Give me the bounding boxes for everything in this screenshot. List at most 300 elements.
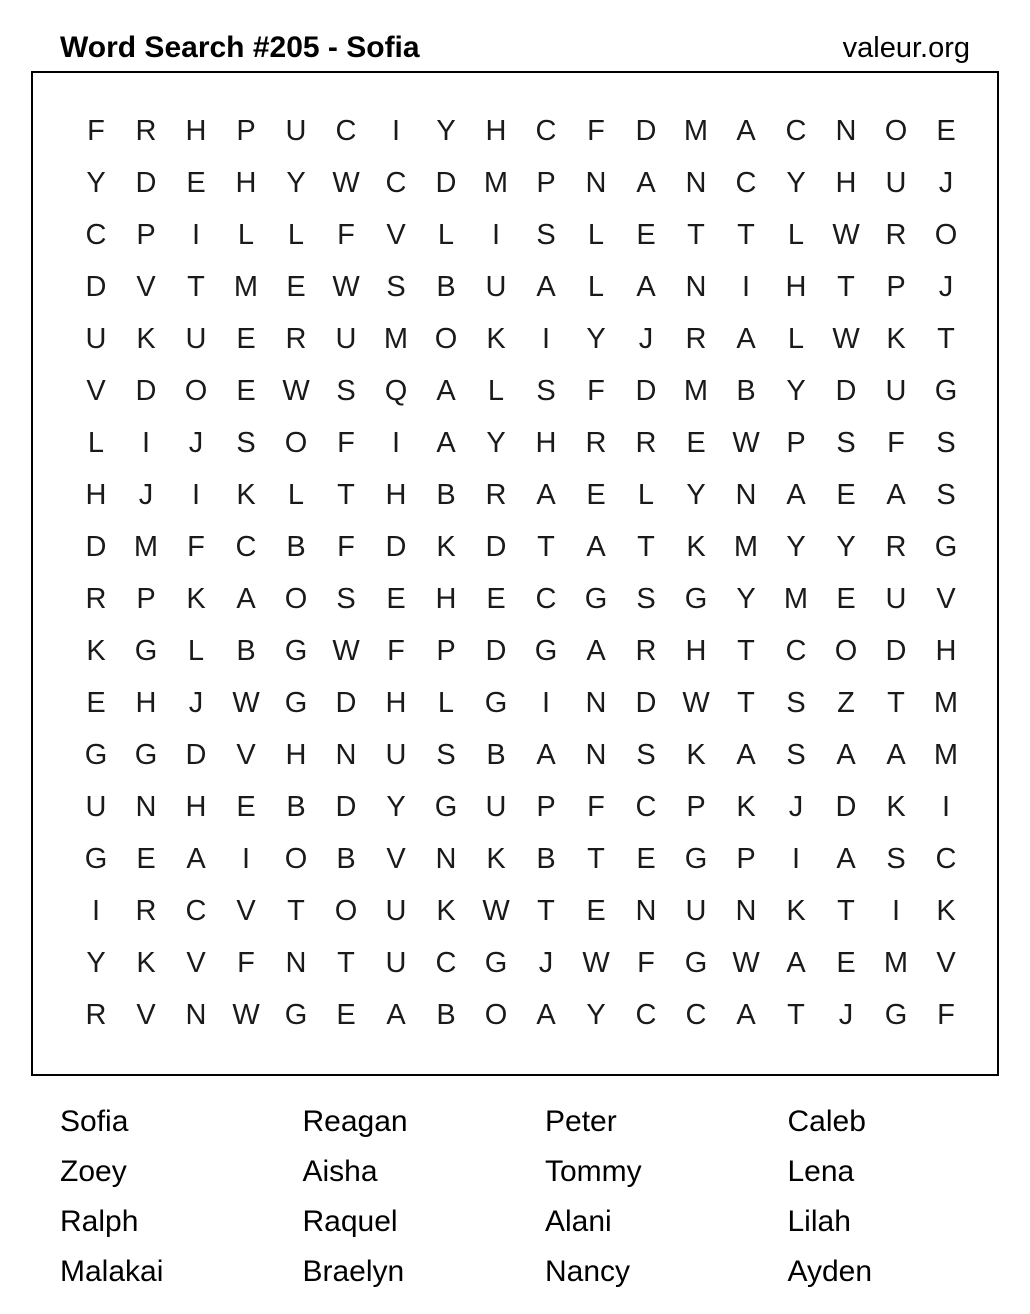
grid-letter[interactable]: V (86, 375, 106, 407)
grid-letter[interactable]: L (637, 479, 655, 511)
grid-letter[interactable]: M (483, 167, 509, 199)
grid-letter[interactable]: A (886, 739, 906, 771)
grid-letter[interactable]: Y (86, 947, 106, 979)
grid-letter[interactable]: U (385, 739, 407, 771)
grid-letter[interactable]: E (636, 843, 656, 875)
grid-letter[interactable]: T (337, 947, 355, 979)
grid-letter[interactable]: I (891, 895, 901, 927)
grid-letter[interactable]: J (188, 687, 204, 719)
grid-letter[interactable]: V (136, 999, 156, 1031)
grid-letter[interactable]: D (635, 115, 657, 147)
grid-letter[interactable]: P (686, 791, 706, 823)
grid-letter[interactable]: H (235, 167, 257, 199)
grid-letter[interactable]: M (233, 271, 259, 303)
grid-letter[interactable]: T (837, 271, 855, 303)
grid-letter[interactable]: O (434, 323, 458, 355)
grid-letter[interactable]: P (786, 427, 806, 459)
grid-letter[interactable]: O (284, 427, 308, 459)
grid-letter[interactable]: S (336, 375, 356, 407)
grid-letter[interactable]: Y (586, 323, 606, 355)
grid-letter[interactable]: P (236, 115, 256, 147)
grid-letter[interactable]: T (187, 271, 205, 303)
grid-letter[interactable]: A (386, 999, 406, 1031)
grid-letter[interactable]: C (385, 167, 407, 199)
grid-letter[interactable]: Y (786, 531, 806, 563)
grid-letter[interactable]: C (435, 947, 457, 979)
grid-letter[interactable]: C (85, 219, 107, 251)
grid-letter[interactable]: Y (86, 167, 106, 199)
grid-letter[interactable]: V (236, 739, 256, 771)
grid-letter[interactable]: S (386, 271, 406, 303)
grid-letter[interactable]: N (135, 791, 157, 823)
grid-letter[interactable]: W (832, 323, 860, 355)
grid-letter[interactable]: C (535, 115, 557, 147)
grid-letter[interactable]: H (435, 583, 457, 615)
grid-letter[interactable]: F (587, 791, 605, 823)
grid-letter[interactable]: U (485, 791, 507, 823)
grid-letter[interactable]: E (236, 375, 256, 407)
grid-letter[interactable]: N (285, 947, 307, 979)
grid-letter[interactable]: V (186, 947, 206, 979)
grid-letter[interactable]: O (934, 219, 958, 251)
grid-letter[interactable]: H (935, 635, 957, 667)
grid-letter[interactable]: G (484, 687, 508, 719)
grid-letter[interactable]: P (536, 167, 556, 199)
grid-letter[interactable]: H (285, 739, 307, 771)
grid-letter[interactable]: D (335, 791, 357, 823)
grid-letter[interactable]: W (332, 635, 360, 667)
grid-letter[interactable]: G (534, 635, 558, 667)
grid-letter[interactable]: M (933, 739, 959, 771)
grid-letter[interactable]: H (535, 427, 557, 459)
grid-letter[interactable]: G (934, 375, 958, 407)
grid-letter[interactable]: W (832, 219, 860, 251)
grid-letter[interactable]: H (135, 687, 157, 719)
grid-letter[interactable]: R (85, 583, 107, 615)
grid-letter[interactable]: K (886, 323, 906, 355)
grid-letter[interactable]: M (383, 323, 409, 355)
grid-letter[interactable]: U (485, 271, 507, 303)
grid-letter[interactable]: T (737, 687, 755, 719)
grid-letter[interactable]: A (636, 167, 656, 199)
grid-letter[interactable]: A (836, 739, 856, 771)
grid-letter[interactable]: E (636, 219, 656, 251)
grid-letter[interactable]: C (235, 531, 257, 563)
grid-letter[interactable]: L (787, 219, 805, 251)
grid-letter[interactable]: S (536, 375, 556, 407)
grid-letter[interactable]: T (537, 895, 555, 927)
grid-letter[interactable]: G (134, 739, 158, 771)
grid-letter[interactable]: O (284, 583, 308, 615)
grid-letter[interactable]: T (737, 635, 755, 667)
grid-letter[interactable]: S (836, 427, 856, 459)
grid-letter[interactable]: L (787, 323, 805, 355)
grid-letter[interactable]: I (91, 895, 101, 927)
grid-letter[interactable]: A (736, 739, 756, 771)
grid-letter[interactable]: L (587, 219, 605, 251)
grid-letter[interactable]: V (136, 271, 156, 303)
grid-letter[interactable]: D (135, 375, 157, 407)
grid-letter[interactable]: D (635, 687, 657, 719)
grid-letter[interactable]: U (685, 895, 707, 927)
grid-letter[interactable]: B (336, 843, 356, 875)
grid-letter[interactable]: K (936, 895, 956, 927)
grid-letter[interactable]: E (486, 583, 506, 615)
grid-letter[interactable]: B (436, 271, 456, 303)
grid-letter[interactable]: N (635, 895, 657, 927)
grid-letter[interactable]: F (187, 531, 205, 563)
grid-letter[interactable]: D (185, 739, 207, 771)
grid-letter[interactable]: A (736, 115, 756, 147)
grid-letter[interactable]: H (835, 167, 857, 199)
grid-letter[interactable]: D (335, 687, 357, 719)
grid-letter[interactable]: G (884, 999, 908, 1031)
grid-letter[interactable]: I (391, 427, 401, 459)
grid-letter[interactable]: J (938, 167, 954, 199)
grid-letter[interactable]: B (436, 479, 456, 511)
grid-letter[interactable]: O (284, 843, 308, 875)
grid-letter[interactable]: S (236, 427, 256, 459)
grid-letter[interactable]: L (437, 219, 455, 251)
grid-letter[interactable]: C (935, 843, 957, 875)
grid-letter[interactable]: J (188, 427, 204, 459)
grid-letter[interactable]: K (86, 635, 106, 667)
grid-letter[interactable]: N (335, 739, 357, 771)
grid-letter[interactable]: J (788, 791, 804, 823)
grid-letter[interactable]: C (785, 635, 807, 667)
grid-letter[interactable]: L (437, 687, 455, 719)
grid-letter[interactable]: K (486, 323, 506, 355)
grid-letter[interactable]: G (484, 947, 508, 979)
grid-letter[interactable]: Y (786, 375, 806, 407)
grid-letter[interactable]: K (686, 531, 706, 563)
grid-letter[interactable]: T (887, 687, 905, 719)
grid-letter[interactable]: M (683, 375, 709, 407)
grid-letter[interactable]: G (284, 635, 308, 667)
grid-letter[interactable]: L (87, 427, 105, 459)
grid-letter[interactable]: N (185, 999, 207, 1031)
grid-letter[interactable]: K (136, 947, 156, 979)
grid-letter[interactable]: S (936, 427, 956, 459)
grid-letter[interactable]: E (836, 479, 856, 511)
grid-letter[interactable]: N (585, 739, 607, 771)
grid-letter[interactable]: R (135, 115, 157, 147)
grid-letter[interactable]: G (134, 635, 158, 667)
grid-letter[interactable]: J (538, 947, 554, 979)
grid-letter[interactable]: P (136, 583, 156, 615)
grid-letter[interactable]: I (941, 791, 951, 823)
grid-letter[interactable]: G (684, 947, 708, 979)
grid-letter[interactable]: T (337, 479, 355, 511)
grid-letter[interactable]: E (686, 427, 706, 459)
grid-letter[interactable]: E (136, 843, 156, 875)
grid-letter[interactable]: E (586, 895, 606, 927)
grid-letter[interactable]: C (735, 167, 757, 199)
grid-letter[interactable]: C (635, 791, 657, 823)
grid-letter[interactable]: E (236, 323, 256, 355)
grid-letter[interactable]: E (86, 687, 106, 719)
grid-letter[interactable]: J (138, 479, 154, 511)
grid-letter[interactable]: A (436, 427, 456, 459)
grid-letter[interactable]: D (485, 531, 507, 563)
grid-letter[interactable]: N (735, 479, 757, 511)
grid-letter[interactable]: Y (736, 583, 756, 615)
grid-letter[interactable]: S (336, 583, 356, 615)
grid-letter[interactable]: U (885, 583, 907, 615)
grid-letter[interactable]: Y (286, 167, 306, 199)
grid-letter[interactable]: I (141, 427, 151, 459)
grid-letter[interactable]: K (236, 479, 256, 511)
grid-letter[interactable]: W (332, 271, 360, 303)
grid-letter[interactable]: T (637, 531, 655, 563)
grid-letter[interactable]: A (636, 271, 656, 303)
grid-letter[interactable]: M (883, 947, 909, 979)
grid-letter[interactable]: T (287, 895, 305, 927)
grid-letter[interactable]: A (536, 739, 556, 771)
grid-letter[interactable]: Y (586, 999, 606, 1031)
grid-letter[interactable]: K (686, 739, 706, 771)
grid-letter[interactable]: R (635, 635, 657, 667)
grid-letter[interactable]: U (335, 323, 357, 355)
grid-letter[interactable]: V (936, 583, 956, 615)
grid-letter[interactable]: B (736, 375, 756, 407)
grid-letter[interactable]: O (484, 999, 508, 1031)
grid-letter[interactable]: N (585, 687, 607, 719)
grid-letter[interactable]: K (136, 323, 156, 355)
grid-letter[interactable]: W (732, 427, 760, 459)
grid-letter[interactable]: W (282, 375, 310, 407)
grid-letter[interactable]: O (884, 115, 908, 147)
grid-letter[interactable]: E (236, 791, 256, 823)
grid-letter[interactable]: B (536, 843, 556, 875)
grid-letter[interactable]: Z (837, 687, 855, 719)
grid-letter[interactable]: N (685, 271, 707, 303)
grid-letter[interactable]: E (836, 583, 856, 615)
grid-letter[interactable]: T (587, 843, 605, 875)
grid-letter[interactable]: E (186, 167, 206, 199)
grid-letter[interactable]: T (737, 219, 755, 251)
grid-letter[interactable]: A (786, 479, 806, 511)
grid-letter[interactable]: L (187, 635, 205, 667)
grid-letter[interactable]: A (886, 479, 906, 511)
grid-letter[interactable]: D (635, 375, 657, 407)
grid-letter[interactable]: G (434, 791, 458, 823)
grid-letter[interactable]: V (236, 895, 256, 927)
grid-letter[interactable]: F (637, 947, 655, 979)
grid-letter[interactable]: Y (436, 115, 456, 147)
grid-letter[interactable]: C (785, 115, 807, 147)
grid-letter[interactable]: R (285, 323, 307, 355)
grid-letter[interactable]: N (835, 115, 857, 147)
grid-letter[interactable]: P (536, 791, 556, 823)
grid-letter[interactable]: U (885, 375, 907, 407)
grid-letter[interactable]: H (785, 271, 807, 303)
grid-letter[interactable]: C (535, 583, 557, 615)
grid-letter[interactable]: G (684, 583, 708, 615)
grid-letter[interactable]: I (541, 687, 551, 719)
grid-letter[interactable]: T (787, 999, 805, 1031)
grid-letter[interactable]: B (436, 999, 456, 1031)
grid-letter[interactable]: E (586, 479, 606, 511)
grid-letter[interactable]: T (837, 895, 855, 927)
grid-letter[interactable]: I (791, 843, 801, 875)
grid-letter[interactable]: D (835, 375, 857, 407)
grid-letter[interactable]: D (835, 791, 857, 823)
grid-letter[interactable]: F (937, 999, 955, 1031)
grid-letter[interactable]: S (886, 843, 906, 875)
grid-letter[interactable]: M (683, 115, 709, 147)
grid-letter[interactable]: T (537, 531, 555, 563)
grid-letter[interactable]: R (635, 427, 657, 459)
grid-letter[interactable]: I (391, 115, 401, 147)
grid-letter[interactable]: Y (486, 427, 506, 459)
grid-letter[interactable]: U (185, 323, 207, 355)
grid-letter[interactable]: A (436, 375, 456, 407)
grid-letter[interactable]: S (936, 479, 956, 511)
grid-letter[interactable]: A (186, 843, 206, 875)
grid-letter[interactable]: W (332, 167, 360, 199)
grid-letter[interactable]: M (783, 583, 809, 615)
grid-letter[interactable]: H (185, 115, 207, 147)
grid-letter[interactable]: A (786, 947, 806, 979)
grid-letter[interactable]: A (536, 999, 556, 1031)
grid-letter[interactable]: E (286, 271, 306, 303)
grid-letter[interactable]: U (85, 323, 107, 355)
grid-letter[interactable]: H (385, 687, 407, 719)
grid-letter[interactable]: F (587, 375, 605, 407)
grid-letter[interactable]: E (336, 999, 356, 1031)
grid-letter[interactable]: I (241, 843, 251, 875)
grid-letter[interactable]: S (786, 687, 806, 719)
grid-letter[interactable]: P (736, 843, 756, 875)
grid-letter[interactable]: A (736, 323, 756, 355)
grid-letter[interactable]: W (582, 947, 610, 979)
grid-letter[interactable]: V (936, 947, 956, 979)
grid-letter[interactable]: I (191, 479, 201, 511)
grid-letter[interactable]: F (587, 115, 605, 147)
grid-letter[interactable]: G (84, 843, 108, 875)
grid-letter[interactable]: K (436, 531, 456, 563)
grid-letter[interactable]: L (487, 375, 505, 407)
grid-letter[interactable]: B (286, 791, 306, 823)
grid-letter[interactable]: S (636, 583, 656, 615)
grid-letter[interactable]: S (536, 219, 556, 251)
grid-letter[interactable]: I (191, 219, 201, 251)
grid-letter[interactable]: E (836, 947, 856, 979)
grid-letter[interactable]: L (287, 219, 305, 251)
grid-letter[interactable]: V (386, 843, 406, 875)
grid-letter[interactable]: M (933, 687, 959, 719)
grid-letter[interactable]: M (733, 531, 759, 563)
grid-letter[interactable]: W (732, 947, 760, 979)
grid-letter[interactable]: F (237, 947, 255, 979)
grid-letter[interactable]: F (87, 115, 105, 147)
grid-letter[interactable]: C (685, 999, 707, 1031)
grid-letter[interactable]: L (237, 219, 255, 251)
grid-letter[interactable]: A (236, 583, 256, 615)
grid-letter[interactable]: N (585, 167, 607, 199)
grid-letter[interactable]: C (335, 115, 357, 147)
grid-letter[interactable]: Y (686, 479, 706, 511)
grid-letter[interactable]: M (133, 531, 159, 563)
grid-letter[interactable]: B (286, 531, 306, 563)
grid-letter[interactable]: S (636, 739, 656, 771)
grid-letter[interactable]: Q (384, 375, 408, 407)
grid-letter[interactable]: A (586, 635, 606, 667)
grid-letter[interactable]: J (838, 999, 854, 1031)
grid-letter[interactable]: E (936, 115, 956, 147)
grid-letter[interactable]: I (541, 323, 551, 355)
grid-letter[interactable]: C (185, 895, 207, 927)
grid-letter[interactable]: Y (836, 531, 856, 563)
grid-letter[interactable]: S (436, 739, 456, 771)
grid-letter[interactable]: G (584, 583, 608, 615)
grid-letter[interactable]: T (687, 219, 705, 251)
grid-letter[interactable]: A (586, 531, 606, 563)
grid-letter[interactable]: W (682, 687, 710, 719)
grid-letter[interactable]: P (136, 219, 156, 251)
grid-letter[interactable]: I (491, 219, 501, 251)
grid-letter[interactable]: A (736, 999, 756, 1031)
grid-letter[interactable]: G (284, 687, 308, 719)
grid-letter[interactable]: I (741, 271, 751, 303)
grid-letter[interactable]: G (84, 739, 108, 771)
grid-letter[interactable]: A (836, 843, 856, 875)
grid-letter[interactable]: H (685, 635, 707, 667)
grid-letter[interactable]: R (885, 531, 907, 563)
grid-letter[interactable]: K (886, 791, 906, 823)
grid-letter[interactable]: H (85, 479, 107, 511)
grid-letter[interactable]: W (232, 999, 260, 1031)
grid-letter[interactable]: O (334, 895, 358, 927)
grid-letter[interactable]: K (486, 843, 506, 875)
grid-letter[interactable]: R (585, 427, 607, 459)
grid-letter[interactable]: D (885, 635, 907, 667)
grid-letter[interactable]: R (685, 323, 707, 355)
grid-letter[interactable]: P (886, 271, 906, 303)
grid-letter[interactable]: Y (786, 167, 806, 199)
grid-letter[interactable]: O (834, 635, 858, 667)
grid-letter[interactable]: K (436, 895, 456, 927)
grid-letter[interactable]: U (885, 167, 907, 199)
grid-letter[interactable]: E (386, 583, 406, 615)
grid-letter[interactable]: F (887, 427, 905, 459)
grid-letter[interactable]: R (485, 479, 507, 511)
grid-letter[interactable]: H (485, 115, 507, 147)
grid-letter[interactable]: P (436, 635, 456, 667)
grid-letter[interactable]: N (685, 167, 707, 199)
grid-letter[interactable]: G (934, 531, 958, 563)
grid-letter[interactable]: R (135, 895, 157, 927)
grid-letter[interactable]: F (337, 219, 355, 251)
grid-letter[interactable]: D (485, 635, 507, 667)
grid-letter[interactable]: B (236, 635, 256, 667)
grid-letter[interactable]: B (486, 739, 506, 771)
grid-letter[interactable]: H (385, 479, 407, 511)
grid-letter[interactable]: C (635, 999, 657, 1031)
grid-letter[interactable]: W (232, 687, 260, 719)
grid-letter[interactable]: K (186, 583, 206, 615)
grid-letter[interactable]: U (285, 115, 307, 147)
grid-letter[interactable]: A (536, 271, 556, 303)
grid-letter[interactable]: S (786, 739, 806, 771)
grid-letter[interactable]: K (736, 791, 756, 823)
grid-letter[interactable]: D (385, 531, 407, 563)
grid-letter[interactable]: N (735, 895, 757, 927)
grid-letter[interactable]: D (85, 271, 107, 303)
grid-letter[interactable]: D (85, 531, 107, 563)
grid-letter[interactable]: H (185, 791, 207, 823)
